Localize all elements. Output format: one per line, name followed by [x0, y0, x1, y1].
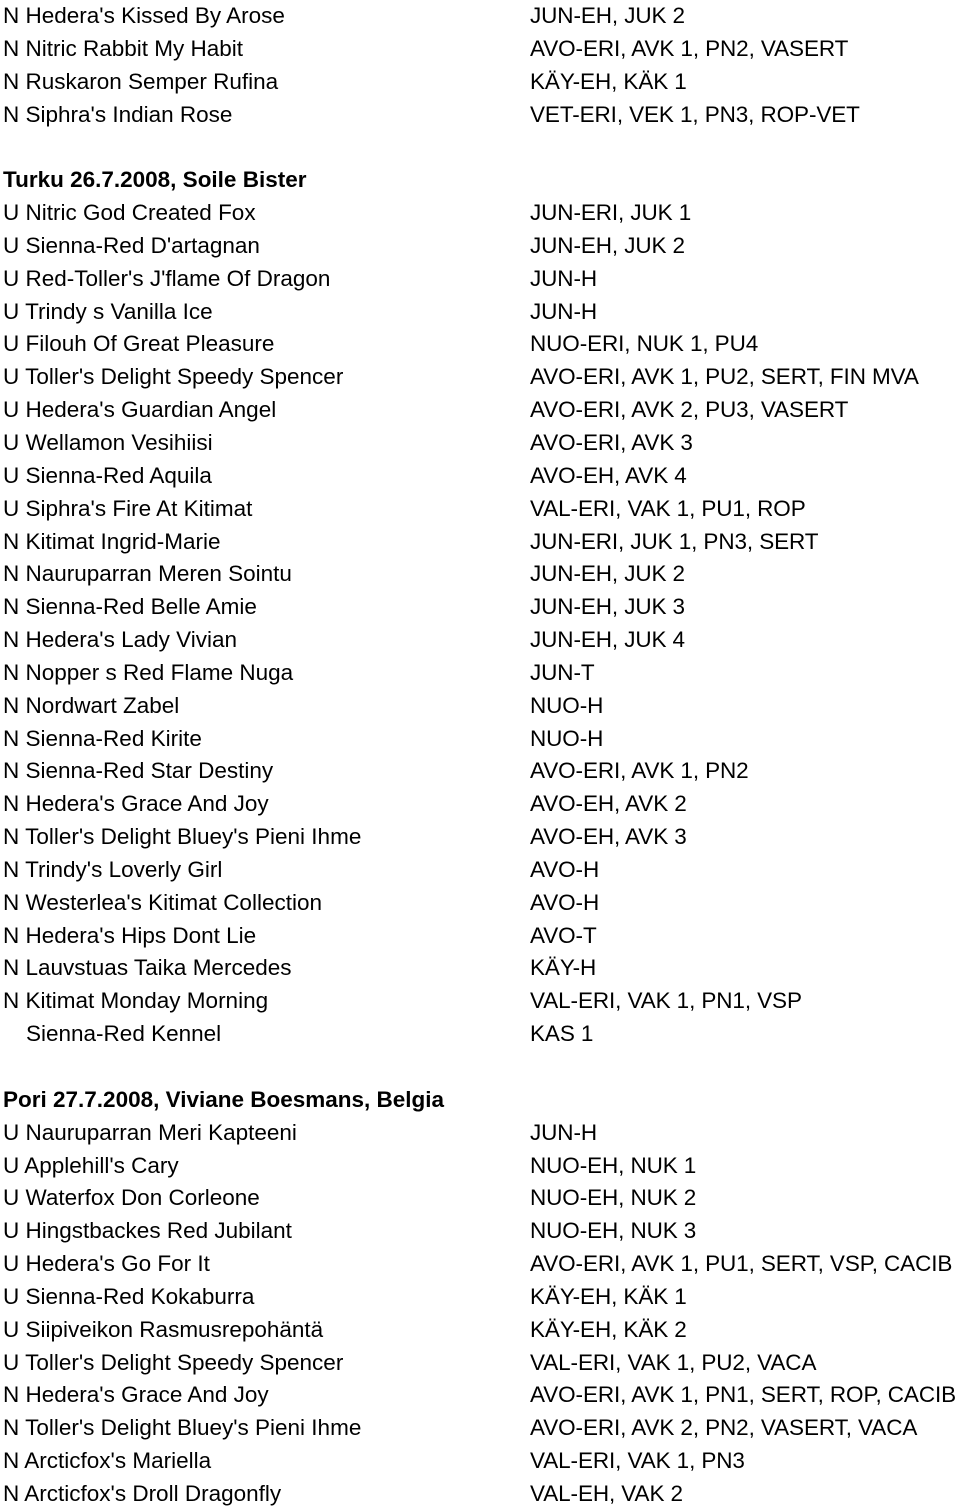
show-result: NUO-ERI, NUK 1, PU4 [530, 331, 759, 357]
show-result: NUO-EH, NUK 3 [530, 1218, 697, 1244]
show-result: AVO-ERI, AVK 1, PN2, VASERT [530, 35, 849, 61]
dog-name: N Trindy's Loverly Girl [3, 856, 223, 882]
show-result: NUO-EH, NUK 2 [530, 1185, 697, 1211]
result-row [0, 1347, 960, 1380]
show-result: AVO-T [530, 922, 597, 948]
dog-name: U Filouh Of Great Pleasure [3, 331, 275, 357]
show-result: JUN-EH, JUK 2 [530, 561, 685, 587]
result-row [0, 558, 960, 591]
dog-name: N Nopper s Red Flame Nuga [3, 659, 294, 685]
show-result: JUN-ERI, JUK 1 [530, 200, 692, 226]
result-row [0, 1281, 960, 1314]
show-result: AVO-EH, AVK 3 [530, 824, 687, 850]
result-row [0, 985, 960, 1018]
dog-name: U Applehill's Cary [3, 1152, 179, 1178]
result-row [0, 1018, 960, 1051]
dog-name: U Trindy s Vanilla Ice [3, 298, 213, 324]
result-row [0, 493, 960, 526]
result-row [0, 788, 960, 821]
show-result: JUN-EH, JUK 4 [530, 627, 685, 653]
result-row [0, 690, 960, 723]
result-row [0, 33, 960, 66]
result-row [0, 920, 960, 953]
show-result: VAL-ERI, VAK 1, PU1, ROP [530, 495, 806, 521]
result-row [0, 723, 960, 756]
dog-name: Sienna-Red Kennel [26, 1021, 222, 1047]
dog-name: N Hedera's Lady Vivian [3, 627, 238, 653]
dog-name: N Kitimat Monday Morning [3, 988, 269, 1014]
result-row [0, 1215, 960, 1248]
show-result: JUN-EH, JUK 3 [530, 594, 685, 620]
show-result: AVO-H [530, 856, 600, 882]
dog-name: U Nitric God Created Fox [3, 200, 256, 226]
result-row [0, 1379, 960, 1412]
dog-name: U Toller's Delight Speedy Spencer [3, 364, 344, 390]
dog-name: N Westerlea's Kitimat Collection [3, 889, 322, 915]
dog-name: N Kitimat Ingrid-Marie [3, 528, 221, 554]
dog-name: N Toller's Delight Bluey's Pieni Ihme [3, 1415, 362, 1441]
result-row [0, 821, 960, 854]
result-row [0, 1248, 960, 1281]
show-result: JUN-H [530, 298, 597, 324]
section-heading: Pori 27.7.2008, Viviane Boesmans, Belgia [3, 1086, 445, 1112]
result-row [0, 99, 960, 132]
result-row [0, 755, 960, 788]
show-result: AVO-ERI, AVK 1, PU1, SERT, VSP, CACIB [530, 1251, 953, 1277]
result-row [0, 263, 960, 296]
result-row [0, 296, 960, 329]
show-result: AVO-ERI, AVK 3 [530, 429, 693, 455]
dog-name: N Sienna-Red Star Destiny [3, 758, 274, 784]
dog-name: N Hedera's Grace And Joy [3, 791, 269, 817]
result-row [0, 0, 960, 33]
dog-name: N Hedera's Grace And Joy [3, 1382, 269, 1408]
show-result: KÄY-EH, KÄK 1 [530, 1283, 687, 1309]
dog-name: N Siphra's Indian Rose [3, 101, 233, 127]
show-result: JUN-T [530, 659, 595, 685]
dog-name: N Hedera's Hips Dont Lie [3, 922, 257, 948]
result-row [0, 591, 960, 624]
result-row [0, 1150, 960, 1183]
result-row [0, 1412, 960, 1445]
result-row [0, 1182, 960, 1215]
section-spacer [0, 131, 960, 164]
show-result: AVO-ERI, AVK 1, PN2 [530, 758, 749, 784]
dog-name: N Arcticfox's Droll Dragonfly [3, 1480, 282, 1506]
show-result: AVO-H [530, 889, 600, 915]
result-row [0, 624, 960, 657]
show-result: AVO-EH, AVK 2 [530, 791, 687, 817]
show-result: NUO-H [530, 725, 604, 751]
dog-name: U Siipiveikon Rasmusrepohäntä [3, 1316, 324, 1342]
dog-name: U Red-Toller's J'flame Of Dragon [3, 265, 331, 291]
show-result: KÄY-EH, KÄK 2 [530, 1316, 687, 1342]
dog-name: N Nordwart Zabel [3, 692, 180, 718]
show-result: NUO-EH, NUK 1 [530, 1152, 697, 1178]
result-row [0, 328, 960, 361]
show-result: VAL-ERI, VAK 1, PN3 [530, 1448, 745, 1474]
show-result: VAL-ERI, VAK 1, PU2, VACA [530, 1349, 817, 1375]
show-result: KAS 1 [530, 1021, 594, 1047]
result-row [0, 854, 960, 887]
result-row [0, 952, 960, 985]
result-row [0, 460, 960, 493]
dog-name: U Sienna-Red D'artagnan [3, 232, 260, 258]
result-row [0, 657, 960, 690]
dog-name: N Nauruparran Meren Sointu [3, 561, 292, 587]
section-heading: Turku 26.7.2008, Soile Bister [3, 167, 307, 193]
dog-name: N Nitric Rabbit My Habit [3, 35, 244, 61]
result-row [0, 66, 960, 99]
result-row [0, 230, 960, 263]
show-result: JUN-ERI, JUK 1, PN3, SERT [530, 528, 819, 554]
result-row [0, 887, 960, 920]
show-result: AVO-ERI, AVK 1, PN1, SERT, ROP, CACIB [530, 1382, 957, 1408]
dog-name: N Ruskaron Semper Rufina [3, 68, 279, 94]
dog-name: N Hedera's Kissed By Arose [3, 3, 285, 28]
dog-name: U Hedera's Guardian Angel [3, 397, 277, 423]
dog-name: U Sienna-Red Aquila [3, 462, 212, 488]
show-result: AVO-ERI, AVK 2, PN2, VASERT, VACA [530, 1415, 918, 1441]
dog-name: N Sienna-Red Belle Amie [3, 594, 257, 620]
dog-name: U Hingstbackes Red Jubilant [3, 1218, 292, 1244]
show-result: VET-ERI, VEK 1, PN3, ROP-VET [530, 101, 860, 127]
dog-name: N Lauvstuas Taika Mercedes [3, 955, 292, 981]
result-row [0, 526, 960, 559]
dog-name: U Siphra's Fire At Kitimat [3, 495, 253, 521]
result-row [0, 427, 960, 460]
dog-name: U Wellamon Vesihiisi [3, 429, 213, 455]
dog-name: U Nauruparran Meri Kapteeni [3, 1119, 297, 1145]
show-result: AVO-EH, AVK 4 [530, 462, 687, 488]
dog-name: U Toller's Delight Speedy Spencer [3, 1349, 344, 1375]
show-result: KÄY-H [530, 955, 597, 981]
result-row [0, 197, 960, 230]
section-spacer [0, 1051, 960, 1084]
result-row [0, 394, 960, 427]
show-result: AVO-ERI, AVK 1, PU2, SERT, FIN MVA [530, 364, 919, 390]
show-result: JUN-H [530, 1119, 597, 1145]
show-result: KÄY-EH, KÄK 1 [530, 68, 687, 94]
result-row [0, 361, 960, 394]
dog-name: U Hedera's Go For It [3, 1251, 210, 1277]
show-result: JUN-EH, JUK 2 [530, 3, 685, 28]
dog-name: U Waterfox Don Corleone [3, 1185, 260, 1211]
show-result: VAL-ERI, VAK 1, PN1, VSP [530, 988, 802, 1014]
result-row [0, 1117, 960, 1150]
dog-name: N Toller's Delight Bluey's Pieni Ihme [3, 824, 362, 850]
dog-name: U Sienna-Red Kokaburra [3, 1283, 255, 1309]
dog-name: N Arcticfox's Mariella [3, 1448, 212, 1474]
show-result: JUN-EH, JUK 2 [530, 232, 685, 258]
show-result: VAL-EH, VAK 2 [530, 1480, 683, 1506]
show-result: AVO-ERI, AVK 2, PU3, VASERT [530, 397, 849, 423]
result-row [0, 1478, 960, 1511]
dog-name: N Sienna-Red Kirite [3, 725, 202, 751]
result-row [0, 1314, 960, 1347]
show-result: JUN-H [530, 265, 597, 291]
show-result: NUO-H [530, 692, 604, 718]
result-row [0, 1445, 960, 1478]
